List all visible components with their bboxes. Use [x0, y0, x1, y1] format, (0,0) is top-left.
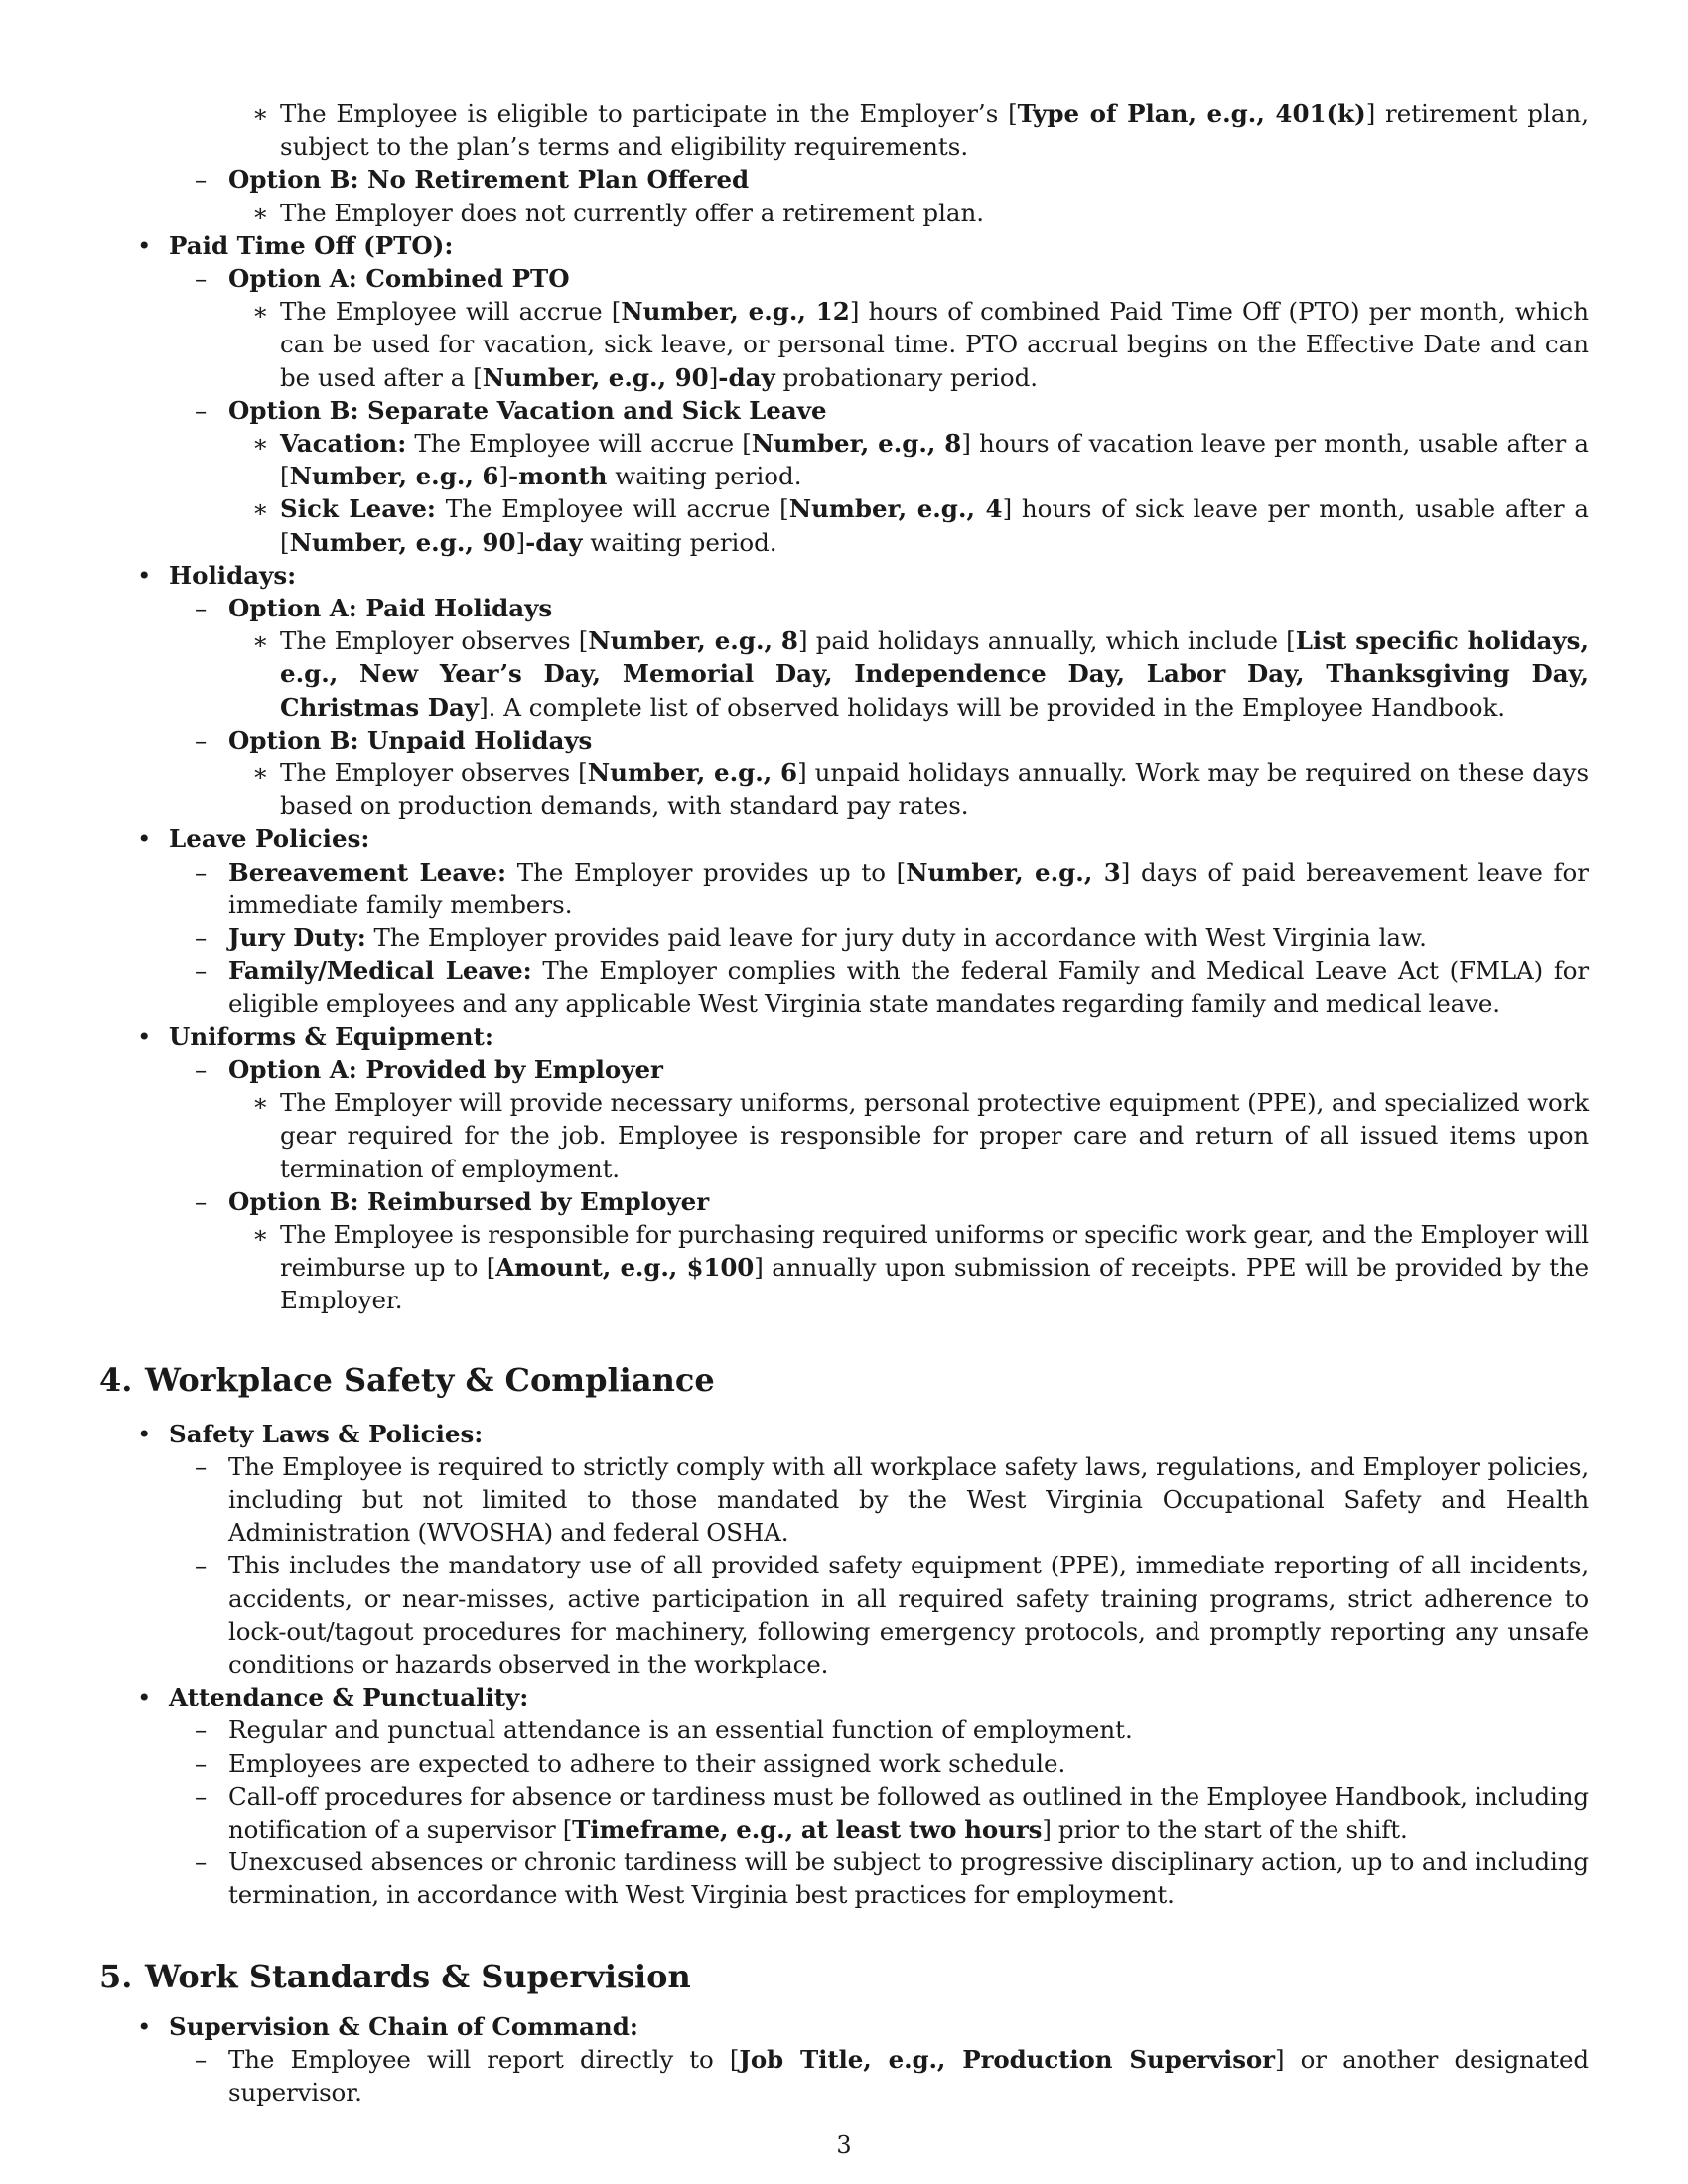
- uniforms-option-a: – Option A: Provided by Employer ∗ The Employer will provide necessary uniforms, personal protective equipment (PPE), and specialized work gear required for the job. Employee is responsible for proper care and return of all issued items upon termination of employment.: [169, 1053, 1589, 1185]
- section-heading: Leave Policies:: [169, 824, 370, 854]
- pto-option-a: – Option A: Combined PTO ∗ The Employee will accrue [Number, e.g., 12] hours of combined Paid Time Off (PTO) per month, which can be used for vacation, sick leave, or personal time. PTO accrual begins on the Effective Date and can be used after a [Number, e.g., 90]-day probationary period.: [169, 262, 1589, 394]
- bereavement-leave: – Bereavement Leave: The Employer provides up to [Number, e.g., 3] days of paid bereavement leave for immediate family members.: [169, 856, 1589, 921]
- retirement-option-a-continued: [169, 97, 1589, 163]
- safety-compliance-text: – The Employee is required to strictly comply with all workplace safety laws, regulations, and Employer policies, including but not limited to those mandated by the West Virginia Occupational Safety and Health Administration (WVOSHA) and federal OSHA.: [169, 1450, 1589, 1550]
- section-heading: Attendance & Punctuality:: [169, 1683, 529, 1712]
- pto-option-b: – Option B: Separate Vacation and Sick Leave ∗ Vacation: The Employee will accrue [Number, e.g., 8] hours of vacation leave per month, usable after a [Number, e.g., 6]-month waiting period. ∗ Sick Leave: The Employee will accrue [Number, e.g., 4] hours of sick leave per month, usable after a [Number, e.g., 90]-day waiting period.: [169, 394, 1589, 559]
- sick-leave-item: ∗ Sick Leave: The Employee will accrue [Number, e.g., 4] hours of sick leave per month, usable after a [Number, e.g., 90]-day waiting period.: [228, 492, 1589, 558]
- supervision-text: – The Employee will report directly to [Job Title, e.g., Production Supervisor] or another designated supervisor.: [169, 2043, 1589, 2109]
- page-content: [99, 97, 1589, 2109]
- retirement-option-b: [169, 163, 1589, 228]
- benefits-list: [99, 229, 1589, 1317]
- family-medical-leave: – Family/Medical Leave: The Employer complies with the federal Family and Medical Leave Act (FMLA) for eligible employees and any applicable West Virginia state mandates regarding family and medical leave.: [169, 954, 1589, 1020]
- attendance-text-1: – Regular and punctual attendance is an essential function of employment.: [169, 1713, 1589, 1746]
- safety-laws-item: [99, 1418, 1589, 1682]
- retirement-eligibility-item: ∗ The Employee is eligible to participate in the Employer’s [Type of Plan, e.g., 401(k)] retirement plan, subject to the plan’s terms and eligibility requirements.: [228, 97, 1589, 163]
- section-heading: Supervision & Chain of Command:: [169, 2011, 638, 2041]
- section-4-list: [99, 1418, 1589, 1912]
- no-retirement-item: ∗ The Employer does not currently offer a retirement plan.: [228, 197, 1589, 229]
- attendance-text-2: – Employees are expected to adhere to their assigned work schedule.: [169, 1747, 1589, 1780]
- holidays-item: [99, 559, 1589, 823]
- uniforms-item: [99, 1021, 1589, 1317]
- section-5-heading: 5. Work Standards & Supervision: [99, 1957, 691, 1995]
- safety-includes-text: – This includes the mandatory use of all provided safety equipment (PPE), immediate reporting of all incidents, accidents, or near-misses, active participation in all required safety training programs, strict adherence to lock-out/tagout procedures for machinery, following emergency protocols, and promptly reporting any unsafe conditions or hazards observed in the workplace.: [169, 1549, 1589, 1681]
- section-heading: Paid Time Off (PTO):: [169, 230, 454, 260]
- leave-policies-item: [99, 822, 1589, 1020]
- uniforms-provided-text: ∗ The Employer will provide necessary uniforms, personal protective equipment (PPE), and specialized work gear required for the job. Employee is responsible for proper care and return of all issued items upon termination of employment.: [228, 1086, 1589, 1185]
- section-heading: Uniforms & Equipment:: [169, 1022, 493, 1051]
- section-4-heading: 4. Workplace Safety & Compliance: [99, 1360, 715, 1399]
- page-number: 3: [836, 2131, 852, 2159]
- uniforms-option-b: – Option B: Reimbursed by Employer ∗ The Employee is responsible for purchasing required uniforms or specific work gear, and the Employer will reimburse up to [Amount, e.g., $100] annually upon submission of receipts. PPE will be provided by the Employer.: [169, 1185, 1589, 1317]
- retirement-option-a-items: [228, 97, 1589, 163]
- holidays-option-b: – Option B: Unpaid Holidays ∗ The Employer observes [Number, e.g., 6] unpaid holidays annually. Work may be required on these days based on production demands, with standard pay rates.: [169, 724, 1589, 823]
- section-5-list: [99, 2010, 1589, 2110]
- supervision-item: [99, 2010, 1589, 2110]
- vacation-item: ∗ Vacation: The Employee will accrue [Number, e.g., 8] hours of vacation leave per month, usable after a [Number, e.g., 6]-month waiting period.: [228, 427, 1589, 492]
- section-heading: Holidays:: [169, 560, 297, 590]
- option-heading: Option B: No Retirement Plan Offered: [228, 165, 750, 195]
- pto-option-a-text: ∗ The Employee will accrue [Number, e.g., 12] hours of combined Paid Time Off (PTO) per month, which can be used for vacation, sick leave, or personal time. PTO accrual begins on the Effective Date and can be used after a [Number, e.g., 90]-day probationary period.: [228, 295, 1589, 394]
- holidays-option-a: – Option A: Paid Holidays ∗ The Employer observes [Number, e.g., 8] paid holidays annually, which include [List specific holidays, e.g., New Year’s Day, Memorial Day, Independence Day, Labor Day, Thanksgiving Day, Christmas Day]. A complete list of observed holidays will be provided in the Employee Handbook.: [169, 592, 1589, 724]
- jury-duty: – Jury Duty: The Employer provides paid leave for jury duty in accordance with West Virginia law.: [169, 921, 1589, 954]
- uniforms-reimbursed-text: ∗ The Employee is responsible for purchasing required uniforms or specific work gear, and the Employer will reimburse up to [Amount, e.g., $100] annually upon submission of receipts. PPE will be provided by the Employer.: [228, 1218, 1589, 1317]
- paid-holidays-text: ∗ The Employer observes [Number, e.g., 8] paid holidays annually, which include [List specific holidays, e.g., New Year’s Day, Memorial Day, Independence Day, Labor Day, Thanksgiving Day, Christmas Day]. A complete list of observed holidays will be provided in the Employee Handbook.: [228, 624, 1589, 724]
- pto-item: [99, 229, 1589, 559]
- retirement-options: [99, 97, 1589, 229]
- attendance-item: [99, 1681, 1589, 1911]
- section-heading: Safety Laws & Policies:: [169, 1419, 484, 1448]
- attendance-text-3: – Call-off procedures for absence or tardiness must be followed as outlined in the Employee Handbook, including notification of a supervisor [Timeframe, e.g., at least two hours] prior to the start of the shift.: [169, 1780, 1589, 1845]
- placeholder-type-of-plan: Type of Plan, e.g., 401(k): [1017, 99, 1366, 128]
- unpaid-holidays-text: ∗ The Employer observes [Number, e.g., 6] unpaid holidays annually. Work may be required on these days based on production demands, with standard pay rates.: [228, 756, 1589, 822]
- retirement-continuation: [99, 97, 1589, 229]
- benefits-list-continued: [99, 97, 1589, 229]
- attendance-text-4: – Unexcused absences or chronic tardiness will be subject to progressive disciplinary action, up to and including termination, in accordance with West Virginia best practices for employment.: [169, 1845, 1589, 1911]
